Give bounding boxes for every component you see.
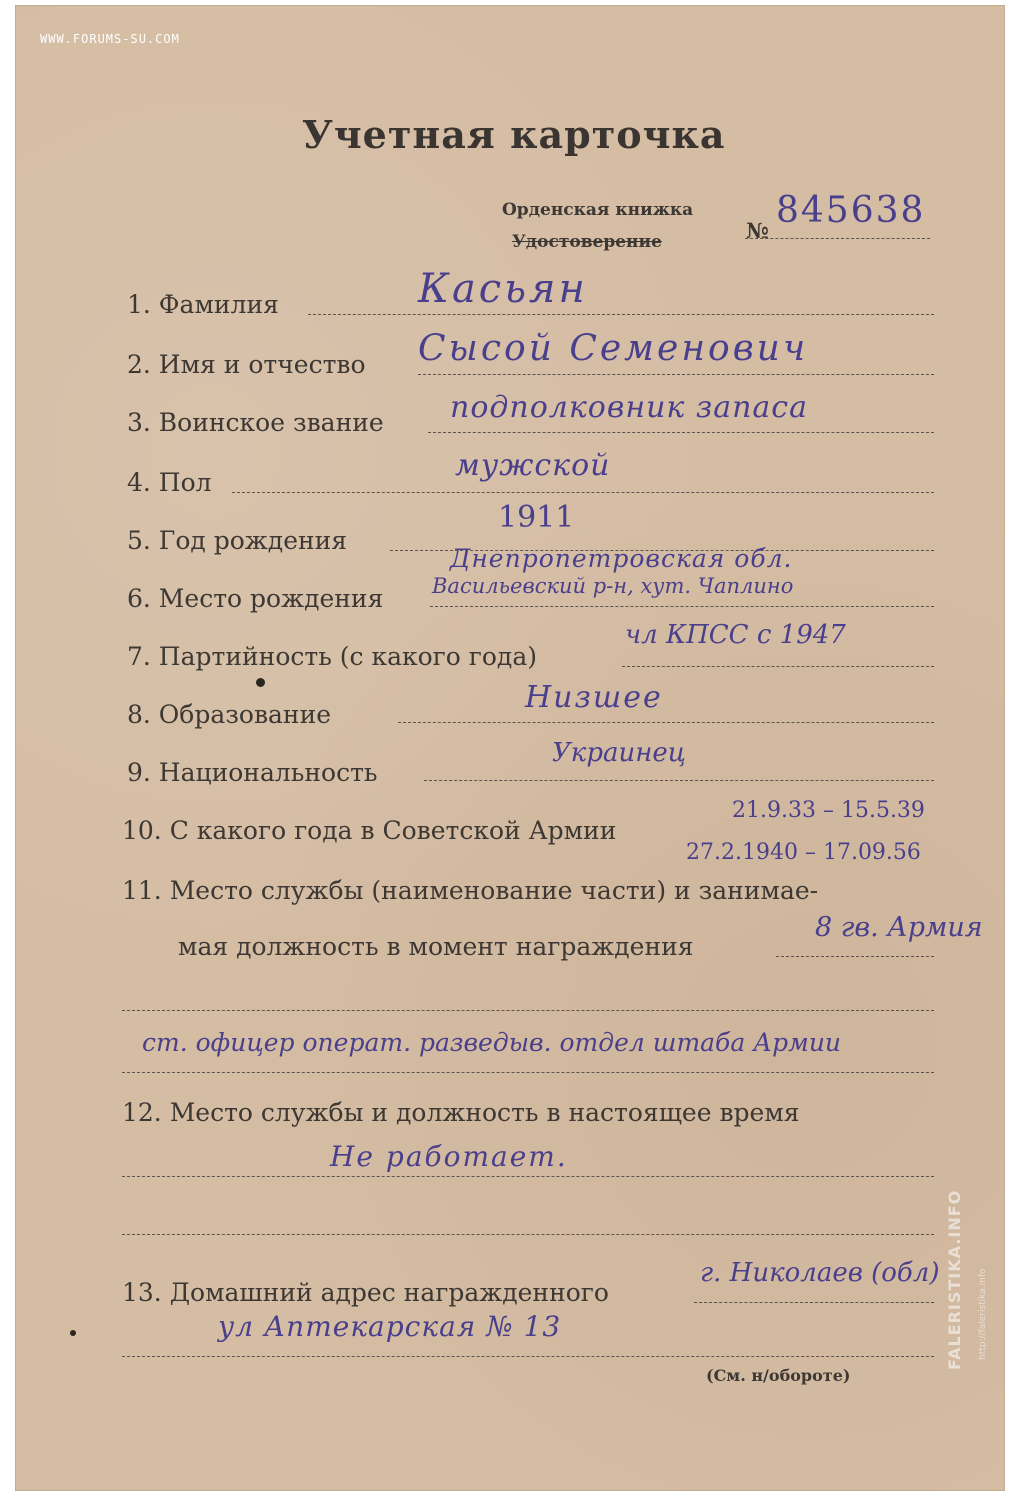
number-value: 845638 <box>776 190 926 231</box>
field-9-label: 9. Национальность <box>127 758 378 787</box>
field-13-label: 13. Домашний адрес награжденного <box>122 1278 609 1307</box>
field-11-line <box>776 956 934 957</box>
footer-note: (См. н/обороте) <box>706 1366 851 1385</box>
field-10-value: 21.9.33 – 15.5.39 <box>732 798 925 823</box>
field-4-line <box>232 492 934 493</box>
card-title: Учетная карточка <box>302 112 726 157</box>
field-11-value-2: ст. офицер операт. разведыв. отдел штаба Армии <box>142 1028 842 1057</box>
field-3-label: 3. Воинское звание <box>127 408 384 437</box>
field-8-label: 8. Образование <box>127 700 332 729</box>
field-1-label: 1. Фамилия <box>127 290 279 319</box>
watermark-top: WWW.FORUMS-SU.COM <box>40 32 180 46</box>
field-5-label: 5. Год рождения <box>127 526 348 555</box>
field-11-extra-line <box>122 1010 934 1011</box>
field-2-line <box>418 374 934 375</box>
field-13-value-2: ул Аптекарская № 13 <box>218 1310 562 1343</box>
field-1-value: Касьян <box>418 266 588 312</box>
field-12-line <box>122 1176 934 1177</box>
field-6-line <box>430 606 934 607</box>
field-12-extra-line <box>122 1234 934 1235</box>
field-13-extra-line <box>122 1356 934 1357</box>
field-9-line <box>424 780 934 781</box>
ink-dot <box>256 678 265 687</box>
field-4-label: 4. Пол <box>127 468 212 497</box>
field-11-value: 8 гв. Армия <box>815 912 983 943</box>
field-11-value-2-line <box>122 1072 934 1073</box>
field-13-value: г. Николаев (обл) <box>700 1258 940 1288</box>
field-3-line <box>428 432 934 433</box>
field-5-value: 1911 <box>498 500 575 535</box>
watermark-side-url: http://faleristika.info <box>978 1268 988 1360</box>
field-7-value: чл КПСС с 1947 <box>625 620 846 650</box>
field-10-value-2: 27.2.1940 – 17.09.56 <box>686 840 921 865</box>
field-6-value: Днепропетровская обл. <box>450 544 793 573</box>
field-13-line <box>694 1302 934 1303</box>
field-2-label: 2. Имя и отчество <box>127 350 366 379</box>
field-7-label: 7. Партийность (с какого года) <box>127 642 537 671</box>
field-1-line <box>308 314 934 315</box>
field-6-value-2: Васильевский р-н, хут. Чаплино <box>432 574 794 598</box>
ink-dot-2 <box>70 1330 76 1336</box>
field-10-label: 10. С какого года в Советской Армии <box>122 816 617 845</box>
field-4-value: мужской <box>455 448 611 483</box>
watermark-side: FALERISTIKA.INFO <box>945 1189 964 1370</box>
number-label: № <box>746 218 769 243</box>
doc-type-certificate: Удостоверение <box>512 232 662 252</box>
field-12-label: 12. Место службы и должность в настоящее время <box>122 1098 800 1127</box>
field-3-value: подполковник запаса <box>450 390 808 425</box>
doc-type-order-book: Орденская книжка <box>502 200 694 220</box>
field-2-value: Сысой Семенович <box>418 328 809 369</box>
field-11-label-line1: 11. Место службы (наименование части) и занимае- <box>122 876 819 905</box>
field-11-label-line2: мая должность в момент награждения <box>178 932 694 961</box>
field-9-value: Украинец <box>552 738 686 768</box>
field-12-value: Не работает. <box>330 1140 568 1173</box>
field-8-value: Низшее <box>525 680 663 715</box>
number-line <box>745 238 930 239</box>
field-8-line <box>398 722 934 723</box>
field-7-line <box>622 666 934 667</box>
field-6-label: 6. Место рождения <box>127 584 384 613</box>
